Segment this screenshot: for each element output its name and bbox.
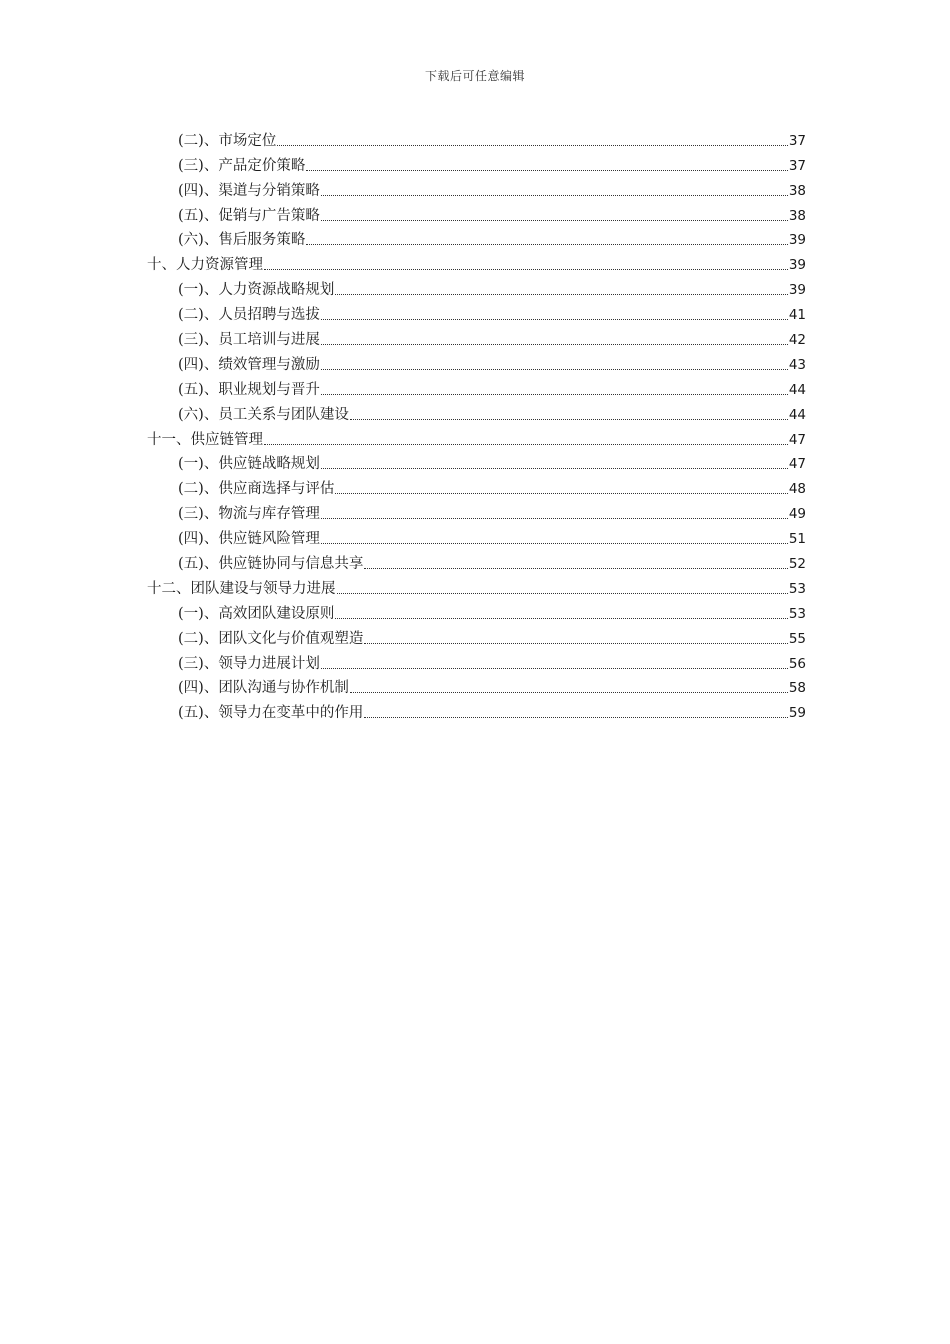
toc-entry-label: (六)、售后服务策略: [178, 232, 306, 249]
toc-dot-leader: [264, 269, 788, 270]
toc-section-entry[interactable]: [147, 324, 806, 349]
toc-entry-label: (一)、高效团队建设原则: [178, 605, 335, 622]
toc-section-entry[interactable]: [147, 374, 806, 399]
toc-entry-label: (一)、人力资源战略规划: [178, 282, 335, 299]
toc-page-number: 49: [788, 506, 806, 523]
toc-section-entry[interactable]: [147, 299, 806, 324]
toc-entry-label: (四)、绩效管理与激励: [178, 356, 320, 373]
toc-dot-leader: [321, 394, 788, 395]
toc-page-number: 44: [788, 406, 806, 423]
toc-section-entry[interactable]: [147, 349, 806, 374]
toc-dot-leader: [335, 294, 787, 295]
toc-dot-leader: [335, 618, 787, 619]
toc-section-entry[interactable]: [147, 175, 806, 200]
toc-section-entry[interactable]: [147, 150, 806, 175]
toc-page-number: 39: [788, 282, 806, 299]
toc-section-entry[interactable]: [147, 648, 806, 673]
toc-dot-leader: [364, 643, 787, 644]
toc-page-number: 42: [788, 332, 806, 349]
toc-entry-label: (四)、渠道与分销策略: [178, 182, 320, 199]
toc-page-number: 38: [788, 182, 806, 199]
toc-dot-leader: [364, 717, 787, 718]
toc-page-number: 37: [788, 132, 806, 149]
toc-section-entry[interactable]: [147, 200, 806, 225]
toc-page-number: 43: [788, 356, 806, 373]
toc-entry-label: (二)、供应商选择与评估: [178, 481, 335, 498]
toc-page-number: 58: [788, 680, 806, 697]
toc-dot-leader: [337, 593, 788, 594]
toc-section-entry[interactable]: [147, 225, 806, 250]
toc-entry-label: (二)、团队文化与价值观塑造: [178, 630, 364, 647]
toc-dot-leader: [321, 468, 788, 469]
toc-entry-label: (四)、团队沟通与协作机制: [178, 680, 349, 697]
toc-page-number: 53: [788, 605, 806, 622]
toc-section-entry[interactable]: [147, 125, 806, 150]
toc-entry-label: (一)、供应链战略规划: [178, 456, 320, 473]
toc-dot-leader: [321, 195, 788, 196]
toc-entry-label: (四)、供应链风险管理: [178, 531, 320, 548]
toc-entry-label: (五)、供应链协同与信息共享: [178, 556, 364, 573]
toc-entry-label: (五)、领导力在变革中的作用: [178, 705, 364, 722]
toc-chapter-entry[interactable]: [147, 249, 806, 274]
toc-page-number: 44: [788, 381, 806, 398]
toc-dot-leader: [321, 220, 788, 221]
toc-entry-label: (三)、物流与库存管理: [178, 506, 320, 523]
toc-page-number: 52: [788, 556, 806, 573]
toc-entry-label: (六)、员工关系与团队建设: [178, 406, 349, 423]
toc-page-number: 53: [788, 580, 806, 597]
toc-page-number: 48: [788, 481, 806, 498]
toc-dot-leader: [321, 543, 788, 544]
toc-section-entry[interactable]: [147, 548, 806, 573]
toc-section-entry[interactable]: [147, 623, 806, 648]
toc-section-entry[interactable]: [147, 473, 806, 498]
toc-dot-leader: [350, 692, 788, 693]
toc-dot-leader: [264, 444, 788, 445]
toc-section-entry[interactable]: [147, 449, 806, 474]
toc-entry-label: (三)、产品定价策略: [178, 157, 306, 174]
toc-page-number: 39: [788, 232, 806, 249]
toc-entry-label: (二)、人员招聘与选拔: [178, 307, 320, 324]
toc-entry-label: (三)、员工培训与进展: [178, 332, 320, 349]
toc-section-entry[interactable]: [147, 697, 806, 722]
toc-dot-leader: [364, 568, 787, 569]
toc-section-entry[interactable]: [147, 523, 806, 548]
toc-page-number: 39: [788, 257, 806, 274]
toc-entry-label: 十一、供应链管理: [147, 431, 263, 448]
toc-section-entry[interactable]: [147, 598, 806, 623]
toc-entry-label: (五)、促销与广告策略: [178, 207, 320, 224]
toc-entry-label: 十、人力资源管理: [147, 257, 263, 274]
toc-dot-leader: [321, 319, 788, 320]
toc-page-number: 51: [788, 531, 806, 548]
toc-dot-leader: [306, 244, 787, 245]
toc-dot-leader: [321, 369, 788, 370]
toc-entry-label: 十二、团队建设与领导力进展: [147, 580, 336, 597]
toc-page-number: 59: [788, 705, 806, 722]
toc-dot-leader: [335, 493, 787, 494]
toc-section-entry[interactable]: [147, 399, 806, 424]
toc-page-number: 38: [788, 207, 806, 224]
toc-page-number: 41: [788, 307, 806, 324]
toc-page-number: 47: [788, 431, 806, 448]
toc-dot-leader: [277, 145, 787, 146]
page-header-note: 下载后可任意编辑: [424, 69, 525, 83]
toc-page-number: 55: [788, 630, 806, 647]
toc-dot-leader: [306, 170, 787, 171]
toc-entry-label: (五)、职业规划与晋升: [178, 381, 320, 398]
toc-dot-leader: [321, 518, 788, 519]
toc-section-entry[interactable]: [147, 274, 806, 299]
toc-dot-leader: [350, 419, 788, 420]
toc-page-number: 56: [788, 655, 806, 672]
toc-page-number: 47: [788, 456, 806, 473]
toc-entry-label: (三)、领导力进展计划: [178, 655, 320, 672]
table-of-contents: [147, 125, 806, 722]
toc-dot-leader: [321, 668, 788, 669]
toc-chapter-entry[interactable]: [147, 424, 806, 449]
toc-chapter-entry[interactable]: [147, 573, 806, 598]
toc-page-number: 37: [788, 157, 806, 174]
toc-section-entry[interactable]: [147, 673, 806, 698]
toc-section-entry[interactable]: [147, 498, 806, 523]
toc-dot-leader: [321, 344, 788, 345]
toc-entry-label: (二)、市场定位: [178, 132, 277, 149]
